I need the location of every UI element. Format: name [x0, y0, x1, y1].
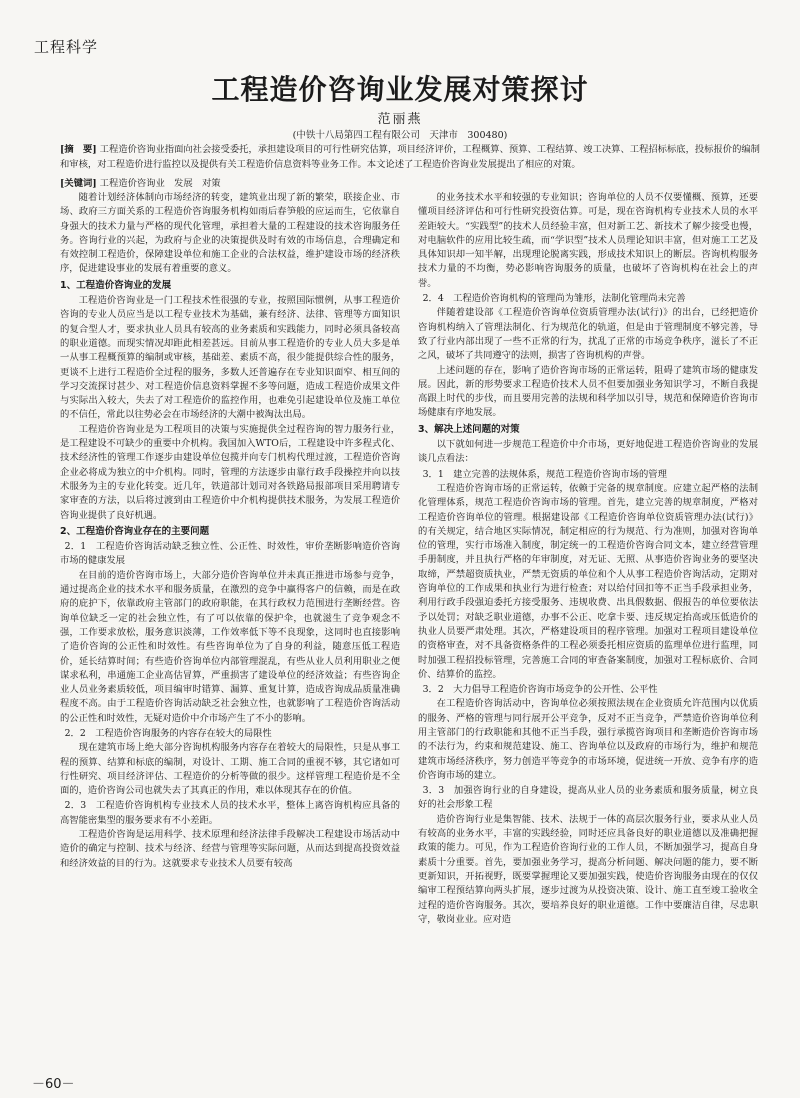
paragraph: 上述问题的存在，影响了造价咨询市场的正常运转，阻碍了建筑市场的健康发展。因此，新的形势要求工程造价技术人员不但要加强业务知识学习，不断自我提高跟上时代的步伐，而且要用完善的法规和科学加以引导，规范和保障造价咨询市场健康有序地发展。 — [418, 364, 758, 419]
paragraph: 工程造价咨询是运用科学、技术原理和经济法律手段解决工程建设市场活动中造价的确定与控制、技术与经济、经营与管理等实际问题，从而达到提高投资效益和经济效益的目的行为。这就要求专业技术人员要有较高 — [60, 829, 400, 869]
paragraph: 现在建筑市场上绝大部分咨询机构服务内容存在着较大的局限性，只是从事工程的预算、结算和标底的编制，对设计、工期、施工合同的重视不够，其它诸如可行性研究、项目经济评估、工程造价的分析等做的很少。这样管理工程造价是不全面的，造价咨询公司也就失去了其真正的作用，难以体现其存在的价值。 — [60, 742, 400, 797]
section-heading: 2．4 工程造价咨询机构的管理尚为雏形，法制化管理尚未完善 — [422, 293, 686, 305]
section-heading: 2．3 工程造价咨询机构专业技术人员的技术水平，整体上离咨询机构应具备的高智能密集型的服务要求有不小差距。 — [60, 800, 400, 826]
abstract — [60, 143, 760, 172]
section-heading: 3、解决上述问题的对策 — [418, 423, 520, 435]
article-title: 工程造价咨询业发展对策探讨 — [211, 73, 589, 106]
paragraph: 造价咨询行业是集智能、技术、法规于一体的高层次服务行业，要求从业人员有较高的业务水平，丰富的实践经验，同时还应具备良好的职业道德以及准确把握政策的能力。可见，作为工程造价咨询行业的工作人员，不断加强学习，提高自身素质十分重要。首先，要加强业务学习，提高分析问题、解决问题的能力，要不断更新知识，开拓视野，既要掌握理论又要加强实践，使造价咨询服务由现在的仅仅编审工程预结算向两头扩展，逐步过渡为从投资决策、设计、施工直至竣工验收全过程的造价咨询服务。其次，要培养良好的职业道德。工作中要廉洁自律，尽忠职守，敬岗业业。应对造 — [418, 813, 758, 925]
paragraph: 随着计划经济体制向市场经济的转变，建筑业出现了新的繁荣，联接企业、市场、政府三方面关系的工程造价咨询服务机构如雨后春笋般的应运而生，它依靠自身强大的技术力量与严格的现代化管理，承担着大量的工程建设的技术咨询服务任务。咨询行业的兴起，为政府与企业的决策提供及时有效的市场信息，合理确定和有效控制工程造价，保障建设单位和施工企业的合法权益，维护建设市场的经济秩序，促进建设事业的发展有着重要的意义。 — [60, 192, 400, 275]
paragraph: 在目前的造价咨询市场上，大部分造价咨询单位并未真正推进市场参与竞争，通过提高企业的技术水平和服务质量，在激烈的竞争中赢得客户的信赖，而是在政府的庇护下，依靠政府主管部门的政府职能，在其行政权力范围进行垄断经营。咨询单位缺乏一定的社会独立性，有了可以依靠的保护伞，也就滋生了竞争观念不强，工作要求放松，服务意识淡薄，工作效率低下等不良现象，这同时也直接影响了造价咨询的公正性和时效性。有些咨询单位为了自身的利益，随意压低工程造价，延长结算时间；有些造价咨询单位内部管理混乱，有些从业人员利用职业之便谋求私利，串通施工企业高估冒算，严重损害了建设单位的经济效益；有些咨询企业人员业务素质较低，项目编审时错算、漏算、重复计算，造成咨询成品质量准确程度不高。由于工程造价咨询活动缺乏社会独立性，也就影响了工程造价咨询活动的公正性和时效性，无疑对造价中介市场产生了不小的影响。 — [60, 569, 400, 724]
section-heading: 2．2 工程造价咨询服务的内容存在较大的局限性 — [64, 727, 272, 739]
keywords-text: 工程造价咨询业 发展 对策 — [99, 178, 221, 189]
section-heading: 3．1 建立完善的法规体系，规范工程造价咨询市场的管理 — [422, 468, 667, 480]
right-column — [418, 191, 758, 927]
keywords — [60, 175, 760, 189]
author-affiliation: (中铁十八局第四工程有限公司 天津市 300480) — [292, 130, 508, 141]
abstract-label: [摘 要] — [60, 144, 97, 155]
paragraph: 工程造价咨询业是一门工程技术性很强的专业，按照国际惯例，从事工程造价咨询的专业人员应当是以工程专业技术为基础，兼有经济、法律、管理等方面知识的复合型人才，要求执业人员具有较高的业务素质和实践能力，同时必须具备较高的职业道德。而现实情况却距此相差甚远。目前从事工程造价的专业人员大多是单一从事工程概预算的编制或审核，基础差、素质不高，很少能提供综合性的服务，更谈不上进行工程造价全过程的服务，多数人还普遍存在专业知识面窄、相互间的学习交流探讨甚少、对工程造价信息资料掌握不多等问题，造成工程造价成果文件与实际出入较大，失去了对工程造价的监控作用，也难免引起建设单位及施工单位的不信任，常此以往势必会在市场经济的大潮中被淘汰出局。 — [60, 295, 400, 421]
paragraph: 工程造价咨询市场的正常运转，依赖于完备的规章制度。应建立起严格的法制化管理体系，规范工程造价咨询市场的管理。首先，建立完善的规章制度，严格对工程造价咨询单位的管理。根据建设部《工程造价咨询单位资质管理办法(试行)》的有关规定，结合地区实际情况，制定相应的行为规范、行为准则，加强对咨询单位的管理，实行市场准入制度，制定统一的工程造价咨询合同文本，建立经营管理手册制度，并且执行严格的年审制度，对无证、无照、从事造价咨询业务的要坚决取缔，严禁超资质执业，严禁无资质的单位和个人从事工程造价咨询活动，定期对咨询单位的工作成果和执业行为进行检查；对以给付回扣等不正当手段承担业务，利用行政手段强迫委托方接受服务、违规收费、出具假数据、假报告的单位要依法予以处罚；对缺乏职业道德，办事不公正、吃拿卡要、违反规定抬高或压低造价的执业人员要严肃处理。其次，严格建设项目的程序管理。加强对工程项目建设单位的资格审查，对不具备资格条件的工程必须委托相应资质的监理单位进行监理，同时加强工程招投标管理，完善施工合同的审查备案制度，加强对工程标底价、合同价、结算价的监控。 — [418, 482, 758, 680]
paragraph: 的业务技术水平和较强的专业知识；咨询单位的人员不仅要懂概、预算，还要懂项目经济评估和可行性研究投资估算。可是，现在咨询机构专业技术人员的水平差距较大。“实践型”的技术人员经验丰富，但对新工艺、新技术了解少接受也慢，对电脑软件的应用比较生疏，而“学识型”技术人员理论知识丰富，但对施工工艺及具体知识却一知半解，出现理论脱离实践，形成技术知识上的断层。咨询机构服务技术力量的不均衡，势必影响咨询服务的质量，也破坏了咨询机构在社会上的声誉。 — [418, 192, 758, 289]
page-number: －60－ — [32, 1077, 75, 1092]
section-heading: 1、工程造价咨询业的发展 — [60, 279, 172, 291]
journal-name: 工程科学 — [34, 38, 99, 56]
author-name: 范丽燕 — [377, 112, 423, 127]
abstract-text: 工程造价咨询业指面向社会接受委托，承担建设项目的可行性研究估算，项目经济评价，工程概算、预算、工程结算、竣工决算、工程招标标底，投标报价的编制和审核，对工程造价进行监控以及提供有关工程造价信息资料等业务工作。本文论述了工程造价咨询业发展提出了相应的对策。 — [60, 144, 760, 170]
section-heading: 3．3 加强咨询行业的自身建设，提高从业人员的业务素质和服务质量，树立良好的社会形象工程 — [418, 785, 758, 811]
keywords-label: [关键词] — [60, 178, 97, 189]
paragraph: 在工程造价咨询活动中，咨询单位必须按照法规在企业资质允许范围内以优质的服务、严格的管理与同行展开公平竞争，反对不正当竞争，严禁造价咨询单位利用主管部门的行政职能和其他不正当手段，强行承揽咨询项目和垄断造价咨询市场的不法行为，约束和规范建设、施工、咨询单位以及政府的市场行为，维护和规范建筑市场经济秩序，努力创造平等竞争的市场环境，促进统一开放、竞争有序的造价咨询市场的建立。 — [418, 698, 758, 781]
section-heading: 2、工程造价咨询业存在的主要问题 — [60, 525, 210, 537]
paragraph: 工程造价咨询业是为工程项目的决策与实施提供全过程咨询的智力服务行业，是工程建设不可缺少的重要中介机构。我国加入WTO后，工程建设中许多程式化、技术经济性的管理工作逐步由建设单位包揽并向专门机构代理过渡，工程造价咨询企业必将成为独立的中介机构。同时，管理的方法逐步由靠行政手段操控并向以技术服务为主的专业化转变。近几年，铁道部计划司对各铁路局报部项目采用聘请专家审查的方法，以后将过渡到由工程造价中介机构提供技术服务，为发展工程造价咨询业提供了良好机遇。 — [60, 423, 400, 521]
paragraph: 伴随着建设部《工程造价咨询单位资质管理办法(试行)》的出台，已经把造价咨询机构纳入了管理法制化、行为规范化的轨道，但是由于管理制度不够完善，导致了行业内部出现了一些不正常的行为，扰乱了正常的市场竞争秩序，滋长了不正之风，破坏了共同遵守的法则，损害了咨询机构的声誉。 — [418, 307, 758, 362]
section-heading: 2．1 工程造价咨询活动缺乏独立性、公正性、时效性，审价垄断影响造价咨询市场的健康发展 — [60, 541, 400, 567]
paragraph: 以下就如何进一步规范工程造价中介市场，更好地促进工程造价咨询业的发展谈几点看法： — [418, 439, 758, 465]
section-heading: 3．2 大力倡导工程造价咨询市场竞争的公开性、公平性 — [422, 684, 658, 696]
left-column — [60, 191, 400, 871]
